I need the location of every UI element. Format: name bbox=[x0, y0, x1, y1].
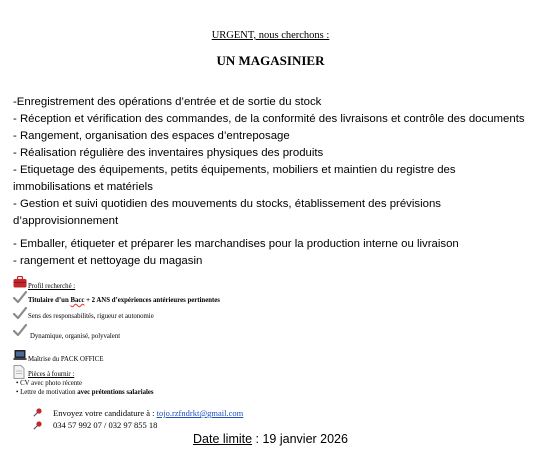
contact-line bbox=[53, 408, 243, 418]
trait-responsibility: Sens des responsabilités, rigueur et autonomie bbox=[28, 313, 154, 320]
deadline bbox=[0, 432, 541, 446]
documents-label: Pièces à fournir : bbox=[28, 371, 75, 378]
deadline-label: Date limite bbox=[193, 432, 253, 446]
document-letter-prefix: • Lettre de motivation bbox=[16, 389, 78, 396]
pushpin-icon bbox=[33, 421, 42, 430]
duty-item: -Enregistrement des opérations d’entrée et de sortie du stock bbox=[13, 96, 322, 108]
document-letter bbox=[16, 389, 154, 396]
duty-item-continued: immobilisations et matériels bbox=[13, 181, 153, 193]
deadline-date: : 19 janvier 2026 bbox=[252, 432, 348, 446]
duty-item: - rangement et nettoyage du magasin bbox=[13, 255, 203, 267]
laptop-icon bbox=[13, 350, 27, 361]
qualification-rest: + 2 ANS d’expériences antérieures pertinentes bbox=[84, 297, 220, 304]
document-letter-bold: avec prétentions salariales bbox=[77, 389, 154, 396]
qualification-text bbox=[28, 297, 220, 304]
document-cv: • CV avec photo récente bbox=[16, 380, 83, 387]
duty-item: - Rangement, organisation des espaces d’entreposage bbox=[13, 130, 290, 142]
briefcase-icon bbox=[13, 276, 27, 288]
document-icon bbox=[13, 365, 25, 379]
duty-item: - Emballer, étiqueter et préparer les marchandises pour la production interne ou livraison bbox=[13, 238, 459, 250]
checkmark-icon bbox=[13, 324, 27, 337]
duty-item: - Etiquetage des équipements, petits équipements, mobiliers et maintien du registre des bbox=[13, 164, 456, 176]
qualification-bacc: Bacc bbox=[70, 297, 85, 304]
checkmark-icon bbox=[13, 307, 27, 320]
duty-item: - Réception et vérification des commandes, de la conformité des livraisons et contrôle des documents bbox=[13, 113, 525, 125]
job-title: UN MAGASINIER bbox=[216, 53, 325, 68]
urgent-heading: URGENT, nous cherchons : bbox=[211, 30, 330, 41]
profile-label: Profil recherché : bbox=[28, 283, 76, 290]
contact-label: Envoyez votre candidature à : bbox=[53, 408, 157, 418]
duty-item: - Gestion et suivi quotidien des mouvements du stocks, établissement des prévisions bbox=[13, 198, 441, 210]
email-link[interactable]: tojo.rzfndrkt@gmail.com bbox=[156, 408, 244, 418]
pushpin-icon bbox=[33, 408, 42, 417]
duty-item-continued: d’approvisionnement bbox=[13, 215, 119, 227]
phone-numbers: 034 57 992 07 / 032 97 855 18 bbox=[53, 420, 158, 430]
duty-item: - Réalisation régulière des inventaires physiques des produits bbox=[13, 147, 324, 159]
office-skill: Maîtrise du PACK OFFICE bbox=[28, 356, 104, 363]
checkmark-icon bbox=[13, 291, 27, 304]
qualification-prefix: Titulaire d’un bbox=[28, 297, 71, 304]
trait-dynamic: Dynamique, organisé, polyvalent bbox=[30, 333, 121, 340]
